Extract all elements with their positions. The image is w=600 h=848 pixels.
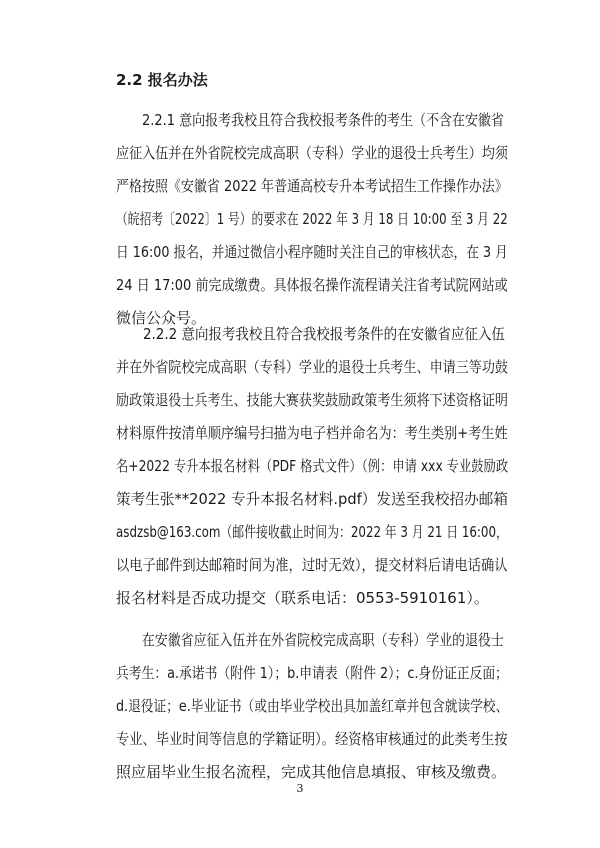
paragraph-line: 以电子邮件到达邮箱时间为准，过时无效），提交材料后请电话确认 [116,556,508,574]
paragraph-line: 材料原件按清单顺序编号扫描为电子档并命名为：考生类别+考生姓 [116,424,508,442]
paragraph-line: 策考生张**2022 专升本报名材料.pdf）发送至我校招办邮箱 [116,490,509,508]
paragraph-line: 励政策退役士兵考生、技能大赛获奖鼓励政策考生须将下述资格证明 [116,391,509,409]
paragraph-line: 名+2022 专升本报名材料（PDF 格式文件）（例：申请 xxx 专业鼓励政 [116,457,509,475]
paragraph-line: 兵考生：a.承诺书（附件 1）；b.申请表（附件 2）；c.身份证正反面； [116,664,508,682]
paragraph-2-2-2 [116,318,508,615]
paragraph-line: 报名材料是否成功提交（联系电话：0553-5910161）。 [116,589,489,607]
paragraph-required-materials [116,624,508,789]
paragraph-line: 2.2.1 意向报考我校且符合我校报考条件的考生（不含在安徽省 [141,111,504,129]
section-heading: 2.2 报名办法 [116,71,208,89]
paragraph-line: 24 日 17:00 前完成缴费。具体报名操作流程请关注省考试院网站或 [116,276,508,294]
paragraph-line: asdzsb@163.com（邮件接收截止时间为：2022 年 3 月 21 日 16:00， [116,523,508,541]
paragraph-2-2-1 [116,104,508,335]
paragraph-line: （皖招考〔2022〕1 号）的要求在 2022 年 3 月 18 日 10:00 至 3 月 22 [116,210,508,228]
paragraph-line: 在安徽省应征入伍并在外省院校完成高职（专科）学业的退役士 [141,631,504,649]
paragraph-line: 应征入伍并在外省院校完成高职（专科）学业的退役士兵考生）均须 [116,144,509,162]
paragraph-line: 日 16:00 报名，并通过微信小程序随时关注自己的审核状态，在 3 月 [116,243,508,261]
page-number: 3 [296,782,304,795]
paragraph-line: 微信公众号。 [116,309,207,327]
paragraph-line: 照应届毕业生报名流程，完成其他信息填报、审核及缴费。 [116,763,507,781]
paragraph-line: 专业、毕业时间等信息的学籍证明）。经资格审核通过的此类考生按 [116,730,508,748]
paragraph-line: 严格按照《安徽省 2022 年普通高校专升本考试招生工作操作办法》 [116,177,508,195]
paragraph-line: d.退役证；e.毕业证书（或由毕业学校出具加盖红章并包含就读学校、 [116,697,509,715]
paragraph-line: 2.2.2 意向报考我校且符合我校报考条件的在安徽省应征入伍 [142,325,505,343]
paragraph-line: 并在外省院校完成高职（专科）学业的退役士兵考生、申请三等功鼓 [116,358,509,376]
